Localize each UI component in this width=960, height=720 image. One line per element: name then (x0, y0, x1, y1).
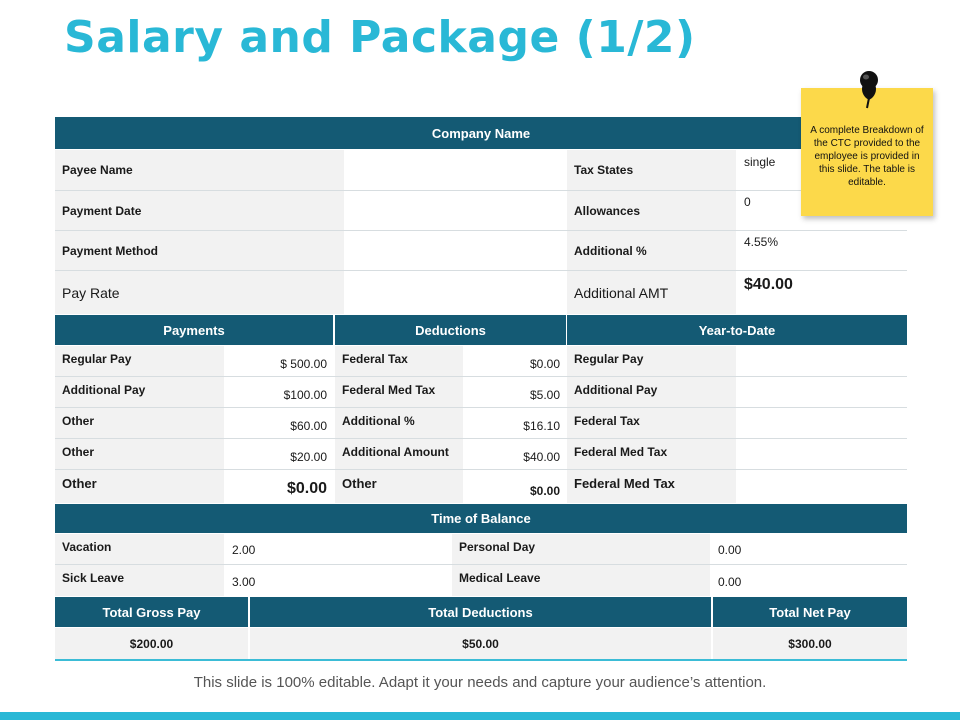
ytd-header: Year-to-Date (567, 315, 907, 345)
ytd-label: Regular Pay (567, 346, 736, 376)
deduction-value[interactable]: $0.00 (464, 346, 566, 376)
sick-leave-value[interactable]: 3.00 (225, 565, 451, 596)
grid-line (55, 230, 907, 231)
payment-value[interactable]: $60.00 (225, 408, 333, 438)
total-gross-pay-header: Total Gross Pay (55, 597, 248, 627)
payment-date-label: Payment Date (55, 191, 344, 230)
table-bottom-rule (55, 659, 907, 661)
time-of-balance-header: Time of Balance (55, 504, 907, 533)
payment-label: Additional Pay (55, 377, 224, 407)
personal-day-label: Personal Day (452, 534, 710, 564)
pay-rate-value[interactable] (345, 271, 566, 314)
bottom-accent-bar (0, 712, 960, 720)
allowances-value[interactable]: 0 (737, 191, 907, 230)
footer-text: This slide is 100% editable. Adapt it your needs and capture your audience’s attention. (193, 674, 767, 691)
pushpin-icon (854, 70, 884, 115)
ytd-value[interactable] (737, 470, 907, 503)
company-name-header: Company Name (55, 117, 907, 149)
page-title: Salary and Package (1/2) (64, 12, 696, 63)
grid-line (55, 438, 907, 439)
grid-line (55, 190, 907, 191)
grid-line (55, 376, 907, 377)
payment-date-value[interactable] (345, 191, 566, 230)
payments-header: Payments (55, 315, 333, 345)
total-net-pay-header: Total Net Pay (713, 597, 907, 627)
tax-states-label: Tax States (567, 150, 736, 190)
vacation-label: Vacation (55, 534, 224, 564)
payment-value[interactable]: $0.00 (225, 470, 333, 503)
deduction-value[interactable]: $0.00 (464, 470, 566, 503)
deduction-label: Additional % (335, 408, 463, 438)
deductions-header: Deductions (335, 315, 566, 345)
pay-rate-label: Pay Rate (55, 271, 344, 314)
payment-label: Other (55, 470, 224, 503)
deduction-value[interactable]: $40.00 (464, 439, 566, 469)
medical-leave-value[interactable]: 0.00 (711, 565, 907, 596)
sick-leave-label: Sick Leave (55, 565, 224, 596)
deduction-label: Other (335, 470, 463, 503)
grid-line (55, 469, 907, 470)
payee-name-label: Payee Name (55, 150, 344, 190)
payment-value[interactable]: $100.00 (225, 377, 333, 407)
payment-method-label: Payment Method (55, 231, 344, 270)
deduction-value[interactable]: $16.10 (464, 408, 566, 438)
ytd-label: Federal Med Tax (567, 439, 736, 469)
payment-value[interactable]: $ 500.00 (225, 346, 333, 376)
additional-percent-value[interactable]: 4.55% (737, 231, 907, 270)
payment-method-value[interactable] (345, 231, 566, 270)
payment-label: Regular Pay (55, 346, 224, 376)
medical-leave-label: Medical Leave (452, 565, 710, 596)
ytd-label: Federal Tax (567, 408, 736, 438)
ytd-value[interactable] (737, 346, 907, 376)
total-deductions-value: $50.00 (250, 628, 711, 659)
allowances-label: Allowances (567, 191, 736, 230)
payment-label: Other (55, 408, 224, 438)
personal-day-value[interactable]: 0.00 (711, 534, 907, 564)
additional-amt-label: Additional AMT (567, 271, 736, 314)
payment-label: Other (55, 439, 224, 469)
deduction-label: Additional Amount (335, 439, 463, 469)
total-deductions-header: Total Deductions (250, 597, 711, 627)
grid-line (55, 270, 907, 271)
vacation-value[interactable]: 2.00 (225, 534, 451, 564)
deduction-label: Federal Tax (335, 346, 463, 376)
ytd-value[interactable] (737, 439, 907, 469)
total-gross-pay-value: $200.00 (55, 628, 248, 659)
grid-line (55, 407, 907, 408)
payee-name-value[interactable] (345, 150, 566, 190)
ytd-value[interactable] (737, 408, 907, 438)
total-net-pay-value: $300.00 (713, 628, 907, 659)
deduction-label: Federal Med Tax (335, 377, 463, 407)
grid-line (55, 564, 907, 565)
ytd-value[interactable] (737, 377, 907, 407)
ytd-label: Additional Pay (567, 377, 736, 407)
payment-value[interactable]: $20.00 (225, 439, 333, 469)
additional-percent-label: Additional % (567, 231, 736, 270)
tax-states-value[interactable]: single (737, 150, 907, 190)
sticky-note: A complete Breakdown of the CTC provided to the employee is provided in this slide. The table is editable. (801, 88, 933, 216)
ytd-label: Federal Med Tax (567, 470, 736, 503)
deduction-value[interactable]: $5.00 (464, 377, 566, 407)
additional-amt-value[interactable]: $40.00 (737, 271, 907, 314)
